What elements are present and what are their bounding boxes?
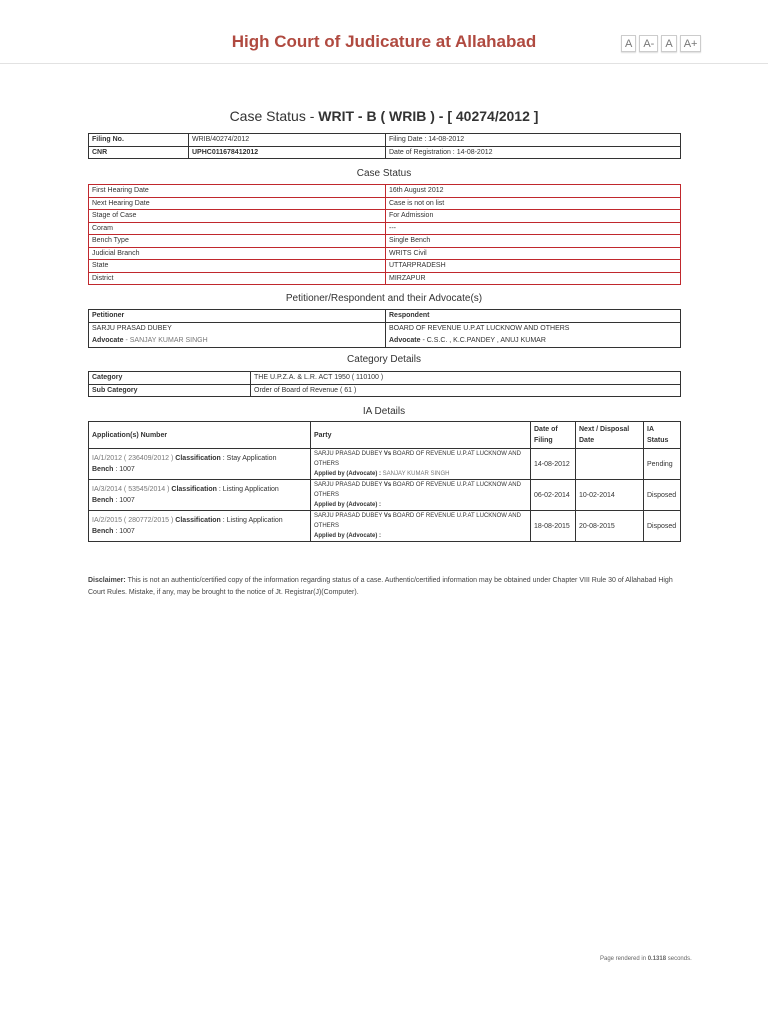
site-header: [0, 0, 768, 64]
col-party: Party: [311, 422, 531, 449]
petitioner-label: Petitioner: [89, 310, 386, 323]
case-status-row: [89, 260, 681, 273]
advocate-label: Advocate: [92, 337, 124, 344]
col-next-date: Next / Disposal Date: [576, 422, 644, 449]
bench: : 1007: [113, 466, 135, 473]
party-vs: Vs: [383, 451, 392, 457]
filing-no-label: Filing No.: [89, 134, 189, 147]
ia-status: Disposed: [644, 511, 681, 542]
case-status-heading: Case Status: [356, 168, 412, 179]
next-date: 10-02-2014: [576, 480, 644, 511]
party-respondent: BOARD OF REVENUE U.P.AT LUCKNOW AND OTHERS: [314, 513, 521, 529]
case-status-table: [88, 184, 681, 285]
font-normal-button[interactable]: A: [661, 35, 676, 52]
footer-suffix: seconds.: [666, 956, 692, 962]
status-value: WRITS Civil: [386, 247, 681, 260]
col-date-of-filing: Date of Filing: [531, 422, 576, 449]
bench: : 1007: [113, 497, 135, 504]
classification: : Listing Application: [220, 517, 283, 524]
application-number: [89, 449, 311, 480]
ia-row: [89, 449, 681, 480]
category-value: THE U.P.Z.A. & L.R. ACT 1950 ( 110100 ): [251, 372, 681, 385]
ia-table: [88, 421, 681, 542]
advocate-label: Advocate: [389, 337, 421, 344]
party: [311, 511, 531, 542]
classification: : Listing Application: [216, 486, 279, 493]
filing-date: 18-08-2015: [531, 511, 576, 542]
party-petitioner: SARJU PRASAD DUBEY: [314, 451, 384, 457]
ia-status: Disposed: [644, 480, 681, 511]
cnr-label: CNR: [89, 146, 189, 159]
ia-heading: IA Details: [362, 406, 406, 417]
font-increase-button[interactable]: A+: [680, 35, 702, 52]
next-date: 20-08-2015: [576, 511, 644, 542]
classification-label: Classification: [171, 486, 217, 493]
footer-time: 0.1318: [647, 956, 667, 962]
ia-row: [89, 511, 681, 542]
bench-label: Bench: [92, 528, 114, 535]
disclaimer-label: Disclaimer:: [88, 577, 126, 584]
status-label: Coram: [89, 222, 386, 235]
case-status-row: [89, 247, 681, 260]
parties-heading: Petitioner/Respondent and their Advocate(s): [285, 293, 483, 304]
sub-category-label: Sub Category: [89, 384, 251, 397]
status-label: Next Hearing Date: [89, 197, 386, 210]
case-status-row: [89, 272, 681, 285]
party-respondent: BOARD OF REVENUE U.P.AT LUCKNOW AND OTHERS: [314, 451, 521, 467]
application-number: [89, 480, 311, 511]
classification-label: Classification: [175, 517, 221, 524]
applied-by-label: Applied by (Advocate) :: [314, 502, 382, 508]
applied-by-label: Applied by (Advocate) :: [314, 471, 382, 477]
filing-date: 14-08-2012: [531, 449, 576, 480]
case-number: WRIT - B ( WRIB ) - [ 40274/2012 ]: [318, 108, 539, 124]
category-label: Category: [89, 372, 251, 385]
respondent-advocate: - C.S.C. , K.C.PANDEY , ANUJ KUMAR: [420, 337, 546, 344]
bench-label: Bench: [92, 497, 114, 504]
category-table: [88, 371, 681, 397]
case-status-row: [89, 235, 681, 248]
status-value: Case is not on list: [386, 197, 681, 210]
status-label: Stage of Case: [89, 210, 386, 223]
registration-date: Date of Registration : 14-08-2012: [386, 146, 681, 159]
filing-date: Filing Date : 14-08-2012: [386, 134, 681, 147]
party-vs: Vs: [383, 482, 392, 488]
page-title: [0, 108, 768, 124]
status-label: First Hearing Date: [89, 185, 386, 198]
sub-category-value: Order of Board of Revenue ( 61 ): [251, 384, 681, 397]
classification-label: Classification: [175, 455, 221, 462]
case-status-row: [89, 210, 681, 223]
bench-label: Bench: [92, 466, 114, 473]
case-status-row: [89, 185, 681, 198]
status-value: 16th August 2012: [386, 185, 681, 198]
status-value: MIRZAPUR: [386, 272, 681, 285]
ia-status: Pending: [644, 449, 681, 480]
bench: : 1007: [113, 528, 135, 535]
filing-table: [88, 133, 681, 159]
disclaimer: [88, 575, 688, 599]
cnr: UPHC011678412012: [189, 146, 386, 159]
applied-by: SANJAY KUMAR SINGH: [381, 471, 450, 477]
respondent-label: Respondent: [386, 310, 681, 323]
font-decrease-button[interactable]: A-: [639, 35, 658, 52]
footer-prefix: Page rendered in: [600, 956, 648, 962]
status-label: District: [89, 272, 386, 285]
ia-number: IA/2/2015 ( 280772/2015 ): [92, 517, 176, 524]
case-status-row: [89, 197, 681, 210]
category-heading: Category Details: [347, 354, 421, 365]
classification: : Stay Application: [220, 455, 277, 462]
ia-number: IA/1/2012 ( 236409/2012 ): [92, 455, 176, 462]
application-number: [89, 511, 311, 542]
status-label: State: [89, 260, 386, 273]
party-vs: Vs: [383, 513, 392, 519]
parties-table: [88, 309, 681, 348]
filing-no: WRIB/40274/2012: [189, 134, 386, 147]
title-prefix: Case Status -: [229, 108, 319, 124]
filing-date: 06-02-2014: [531, 480, 576, 511]
next-date: [576, 449, 644, 480]
font-size-controls: [621, 35, 701, 52]
render-time: [600, 956, 692, 962]
party-respondent: BOARD OF REVENUE U.P.AT LUCKNOW AND OTHERS: [314, 482, 521, 498]
ia-number: IA/3/2014 ( 53545/2014 ): [92, 486, 172, 493]
status-value: For Admission: [386, 210, 681, 223]
applied-by-label: Applied by (Advocate) :: [314, 533, 382, 539]
respondent-name: BOARD OF REVENUE U.P.AT LUCKNOW AND OTHERS: [386, 322, 681, 335]
status-label: Bench Type: [89, 235, 386, 248]
status-label: Judicial Branch: [89, 247, 386, 260]
party-petitioner: SARJU PRASAD DUBEY: [314, 482, 384, 488]
party: [311, 449, 531, 480]
party-petitioner: SARJU PRASAD DUBEY: [314, 513, 384, 519]
col-ia-status: IA Status: [644, 422, 681, 449]
disclaimer-text: This is not an authentic/certified copy of the information regarding status of a case. Authentic/certified information may be obtained under Chapter VIII Rule 30 of Allahabad High Court Rules. Mistake, if any, may be brought to the notice of Jt. Registrar(J)(Computer).: [88, 577, 673, 596]
ia-row: [89, 480, 681, 511]
case-status-row: [89, 222, 681, 235]
petitioner-name: SARJU PRASAD DUBEY: [89, 322, 386, 335]
status-value: UTTARPRADESH: [386, 260, 681, 273]
status-value: ---: [386, 222, 681, 235]
site-title: High Court of Judicature at Allahabad: [231, 32, 537, 51]
party: [311, 480, 531, 511]
col-application-number: Application(s) Number: [89, 422, 311, 449]
font-reset-button[interactable]: A: [621, 35, 636, 52]
petitioner-advocate: - SANJAY KUMAR SINGH: [123, 337, 208, 344]
status-value: Single Bench: [386, 235, 681, 248]
